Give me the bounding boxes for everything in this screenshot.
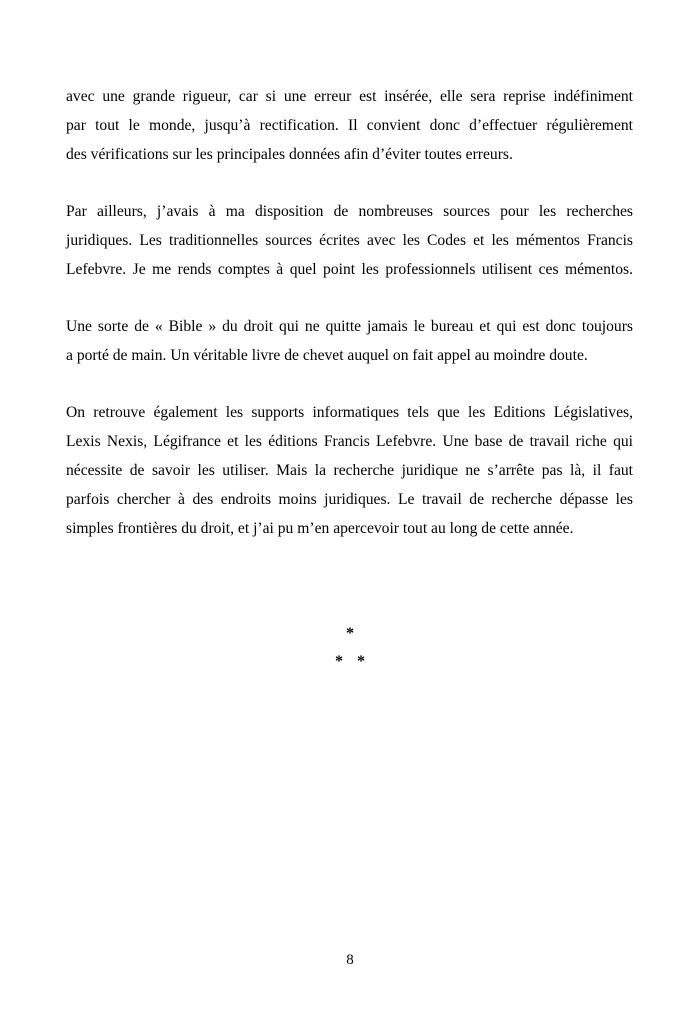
paragraph-1 <box>66 82 633 169</box>
text-line: simples frontières du droit, et j’ai pu m’en apercevoir tout au long de cette année. <box>66 520 574 537</box>
paragraph-3 <box>66 312 633 370</box>
separator-star-top: * <box>346 625 354 642</box>
body-text <box>66 82 633 571</box>
paragraph-2 <box>66 197 633 284</box>
text-line: On retrouve également les supports informatiques tels que les Editions Législatives, <box>66 404 633 421</box>
text-line: Lexis Nexis, Légifrance et les éditions Francis Lefebvre. Une base de travail riche qui <box>66 433 633 450</box>
text-line: des vérifications sur les principales données afin d’éviter toutes erreurs. <box>66 146 513 163</box>
text-line: a porté de main. Un véritable livre de chevet auquel on fait appel au moindre doute. <box>66 347 588 364</box>
text-line: parfois chercher à des endroits moins juridiques. Le travail de recherche dépasse les <box>66 491 633 508</box>
text-line: nécessite de savoir les utiliser. Mais la recherche juridique ne s’arrête pas là, il faut <box>66 462 633 479</box>
text-line: par tout le monde, jusqu’à rectification. Il convient donc d’effectuer régulièrement <box>66 117 633 134</box>
text-line: Une sorte de « Bible » du droit qui ne quitte jamais le bureau et qui est donc toujours <box>66 318 633 335</box>
text-line: Lefebvre. Je me rends comptes à quel point les professionnels utilisent ces mémentos. <box>66 261 633 278</box>
separator-star-bottom: * * <box>335 653 365 670</box>
page-number: 8 <box>346 952 354 968</box>
text-line: juridiques. Les traditionnelles sources écrites avec les Codes et les mémentos Francis <box>66 232 633 249</box>
paragraph-4 <box>66 398 633 543</box>
text-line: avec une grande rigueur, car si une erreur est insérée, elle sera reprise indéfiniment <box>66 88 633 105</box>
text-line: Par ailleurs, j’avais à ma disposition de nombreuses sources pour les recherches <box>66 203 633 220</box>
